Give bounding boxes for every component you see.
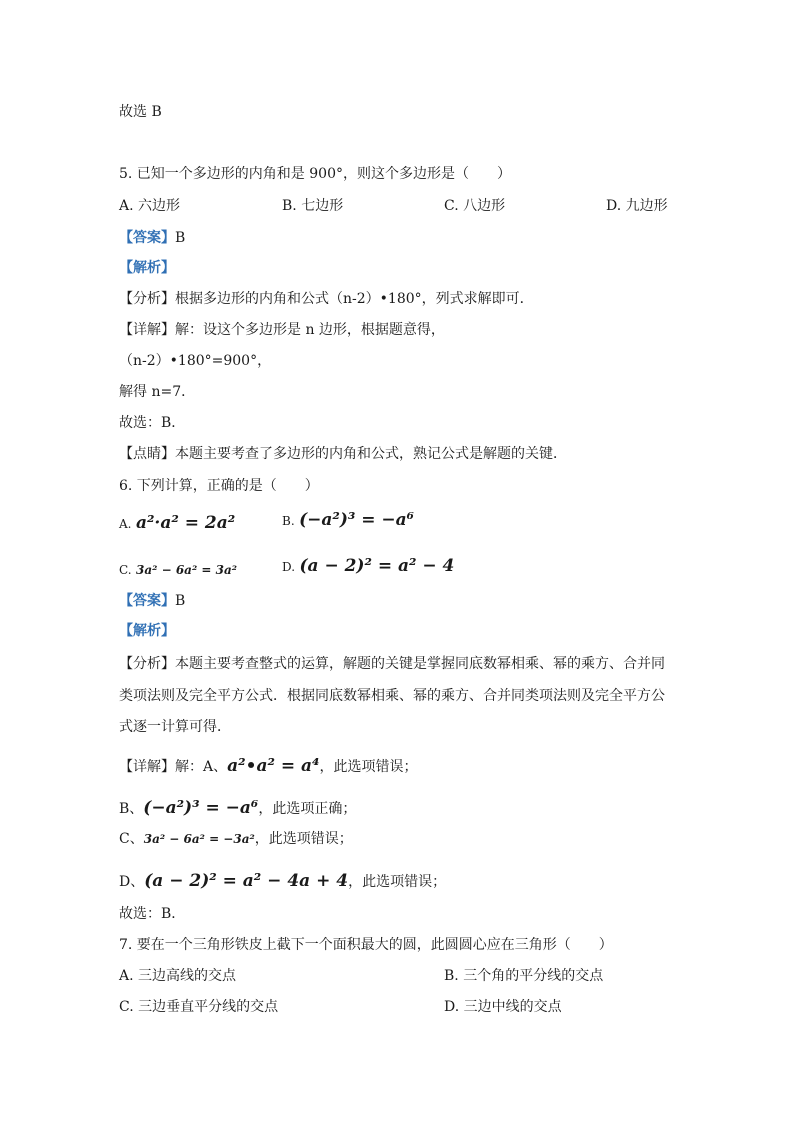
- option-text: 六边形: [138, 198, 181, 214]
- dianjing-tag: 【点睛】: [119, 446, 175, 462]
- q5-dianjing: [119, 444, 567, 464]
- answer-value: B: [175, 230, 186, 246]
- option-label: D.: [606, 198, 622, 214]
- option-label: C.: [119, 999, 134, 1015]
- xiangjie-tag: 【详解】: [119, 759, 175, 775]
- analysis-tag: 【解析】: [119, 623, 175, 639]
- q7-option-b: [444, 966, 603, 986]
- q5-option-b: [282, 196, 343, 216]
- option-label: B.: [282, 514, 295, 528]
- q6-analysis-title: [119, 621, 175, 641]
- q5-answer: [119, 228, 185, 248]
- option-expression: 3a² − 6a² = 3a²: [136, 563, 237, 577]
- option-label: D.: [282, 560, 296, 574]
- option-text: 八边形: [463, 198, 506, 214]
- q5-step-2: 解得 n=7．: [119, 384, 196, 400]
- q7-option-a: [119, 966, 236, 986]
- detail-prefix: C、: [119, 831, 144, 847]
- detail-suffix: ，此选项正确；: [258, 801, 357, 817]
- fenxi-tag: 【分析】: [119, 656, 175, 672]
- option-label: B.: [444, 968, 459, 984]
- q6-answer: [119, 591, 185, 611]
- answer-tag: 【答案】: [119, 230, 175, 246]
- question-6-stem: 6. 下列计算，正确的是（ ）: [119, 478, 319, 494]
- answer-value: B: [175, 593, 186, 609]
- xiangjie-tag: 【详解】: [119, 322, 175, 338]
- q5-option-a: [119, 196, 180, 216]
- option-label: A.: [119, 198, 134, 214]
- option-text: 三个角的平分线的交点: [463, 968, 604, 984]
- q6-option-c: [119, 560, 237, 580]
- q6-option-a: [119, 513, 235, 534]
- option-text: 七边形: [301, 198, 344, 214]
- option-text: 三边高线的交点: [138, 968, 237, 984]
- q5-option-c: [444, 196, 505, 216]
- option-label: D.: [444, 999, 460, 1015]
- dianjing-text: 本题主要考查了多边形的内角和公式，熟记公式是解题的关键．: [175, 446, 567, 462]
- q5-analysis-title: [119, 258, 175, 278]
- option-expression: (a − 2)² = a² − 4: [299, 556, 455, 576]
- q6-detail-d: [119, 871, 446, 892]
- q6-option-b: [282, 510, 414, 531]
- question-5-stem: 5. 已知一个多边形的内角和是 900°，则这个多边形是（ ）: [119, 166, 511, 182]
- option-expression: (−a²)³ = −a⁶: [299, 510, 415, 530]
- option-label: C.: [119, 563, 132, 577]
- detail-prefix: B、: [119, 801, 144, 817]
- fenxi-text: 本题主要考查整式的运算，解题的关键是掌握同底数幂相乘、幂的乘方、合并同: [175, 656, 665, 672]
- q5-xiangjie: [119, 320, 445, 340]
- q7-option-c: [119, 997, 278, 1017]
- detail-suffix: ，此选项错误；: [348, 874, 447, 890]
- question-7-stem: 7. 要在一个三角形铁皮上截下一个面积最大的圆，此圆圆心应在三角形（ ）: [119, 937, 613, 953]
- option-text: 三边垂直平分线的交点: [138, 999, 279, 1015]
- q6-fenxi-line-2: 类项法则及完全平方公式．根据同底数幂相乘、幂的乘方、合并同类项法则及完全平方公: [119, 688, 665, 704]
- q5-option-d: [606, 196, 668, 216]
- xiangjie-text: 解：设这个多边形是 n 边形，根据题意得，: [175, 322, 445, 338]
- detail-suffix: ，此选项错误；: [254, 831, 353, 847]
- detail-expression: 3a² − 6a² = −3a²: [143, 832, 255, 846]
- q6-conclusion: 故选：B．: [119, 906, 186, 922]
- option-text: 三边中线的交点: [463, 999, 562, 1015]
- q6-fenxi-line-3: 式逐一计算可得．: [119, 719, 231, 735]
- option-expression: a²·a² = 2a²: [135, 513, 236, 533]
- analysis-tag: 【解析】: [119, 260, 175, 276]
- option-label: C.: [444, 198, 459, 214]
- option-label: B.: [282, 198, 297, 214]
- detail-expression: a²•a² = a⁴: [227, 756, 320, 776]
- option-text: 九边形: [625, 198, 668, 214]
- option-label: A.: [119, 517, 132, 531]
- detail-prefix: D、: [119, 874, 145, 890]
- q5-fenxi: [119, 289, 534, 309]
- detail-expression: (−a²)³ = −a⁶: [143, 798, 259, 818]
- q5-step-1: （n-2）•180°=900°，: [119, 353, 272, 369]
- q7-option-d: [444, 997, 562, 1017]
- q6-fenxi-line-1: [119, 654, 665, 674]
- answer-tag: 【答案】: [119, 593, 175, 609]
- q6-detail-b: [119, 798, 356, 819]
- q6-detail-a: [119, 756, 417, 777]
- detail-suffix: ，此选项错误；: [319, 759, 418, 775]
- q6-option-d: [282, 556, 454, 577]
- q6-detail-c: [119, 829, 353, 849]
- fenxi-text: 根据多边形的内角和公式（n-2）•180°，列式求解即可．: [175, 291, 534, 307]
- q5-conclusion: 故选：B．: [119, 415, 186, 431]
- fenxi-tag: 【分析】: [119, 291, 175, 307]
- detail-prefix: 解：A、: [175, 759, 228, 775]
- previous-conclusion: 故选 B: [119, 104, 162, 120]
- option-label: A.: [119, 968, 134, 984]
- detail-expression: (a − 2)² = a² − 4a + 4: [144, 871, 349, 891]
